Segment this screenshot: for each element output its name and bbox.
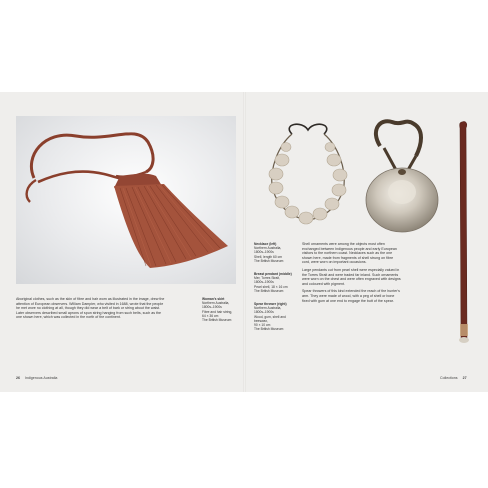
caption-line: Fibre and hair string, (202, 309, 233, 314)
spear-thrower-photo (454, 118, 474, 346)
right-body-text (302, 242, 402, 306)
left-folio (16, 376, 57, 380)
skirt-caption (202, 297, 240, 322)
spear-thrower-caption (254, 302, 300, 331)
caption-line: 90 × 10 cm (254, 323, 271, 328)
caption-line: Northern Australia, (202, 301, 230, 306)
right-paragraph: Large pendants cut from pearl shell were especially valued in the Torres Strait and were traded far inland. Such ornaments were worn on the chest and were often engraved with designs and coloured with pigment. (302, 267, 401, 286)
caption-line: Wood, gum, shell and beeswax, (254, 314, 286, 323)
running-head-left: Indigenous Australia (25, 376, 58, 380)
page-number-right: 27 (462, 376, 467, 380)
caption-line: The British Museum (202, 318, 232, 323)
caption-line: Pearl shell, 18 × 16 cm (254, 284, 288, 289)
caption-title: Spear thrower (right) (254, 302, 287, 306)
caption-line: The British Museum (254, 258, 284, 263)
caption-title: Breast pendant (middle) (254, 272, 292, 276)
caption-line: Northern Australia, (254, 306, 282, 311)
caption-line: Northern Australia, (254, 246, 282, 251)
running-head-right: Collections (440, 376, 458, 380)
right-folio (440, 376, 467, 380)
shell-necklace-photo (262, 120, 354, 232)
right-paragraph: Spear throwers of this kind extended the reach of the hunter's arm. They were made of wood, with a peg of shell or bone fixed with gum at one end to engage the butt of the spear. (302, 289, 400, 303)
pearl-shell-pendant-photo (362, 116, 442, 236)
right-paragraph: Shell ornaments were among the objects most often exchanged between Indigenous people and early European visitors to the northern coast. Necklaces such as the one shown here, made from fragments of shell strung on fibre cord, were worn on important occasions. (302, 242, 397, 265)
caption-line: 1800s–1900s (254, 280, 274, 285)
caption-line: The British Museum (254, 288, 284, 293)
caption-line: Shell, length 60 cm (254, 254, 283, 259)
caption-line: 64 × 36 cm (202, 313, 219, 318)
caption-title: Woman's skirt (202, 297, 225, 301)
left-body-text (16, 297, 166, 323)
caption-line: 1800s–1900s (254, 250, 274, 255)
caption-line: 1800s–1900s (202, 305, 222, 310)
book-gutter (243, 92, 246, 392)
page-number-left: 26 (16, 376, 20, 380)
skirt-photo (16, 116, 236, 284)
left-paragraph: Aboriginal clothes, such as the skin of fibre and hair worn as illustrated in the image, drew the attention of European observers. William Dampier, who visited in 1688, wrote that the people he met wore no clothing at all, though they did wear a belt of bark or string about the waist. Later observers described small aprons of spun string hanging from such belts, such as the one shown here, which was collected in the north of the continent. (16, 297, 165, 320)
skirt-fringe (114, 184, 228, 268)
caption-title: Necklace (left) (254, 242, 277, 246)
pendant-caption (254, 272, 300, 293)
caption-line: The British Museum (254, 327, 284, 332)
necklace-caption (254, 242, 300, 263)
skirt-illustration (16, 116, 236, 284)
caption-line: 1800s–1900s (254, 310, 274, 315)
caption-line: Mer, Torres Strait, (254, 276, 280, 281)
